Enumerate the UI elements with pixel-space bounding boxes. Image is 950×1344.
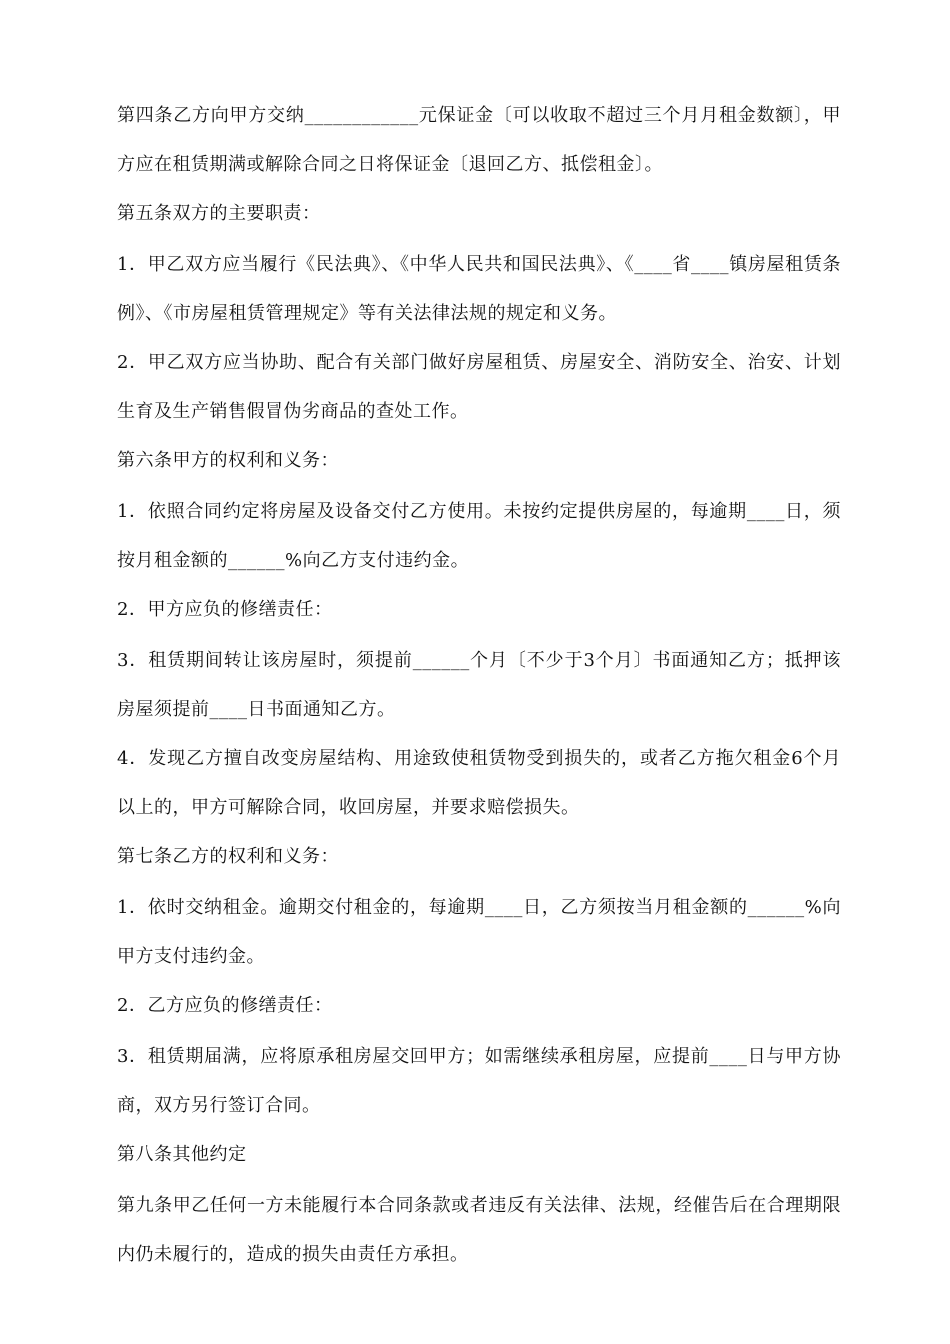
article-7-item-2: 2．乙方应负的修缮责任：	[117, 995, 333, 1016]
article-6-item-1: 1．依照合同约定将房屋及设备交付乙方使用。未按约定提供房屋的，每逾期____日，须按月租金额的______%向乙方支付违约金。	[117, 501, 841, 571]
article-6-item-2: 2．甲方应负的修缮责任：	[117, 599, 333, 620]
article-6-heading: 第六条甲方的权利和义务：	[117, 450, 339, 471]
article-5-heading: 第五条双方的主要职责：	[117, 203, 321, 224]
article-6-item-4: 4．发现乙方擅自改变房屋结构、用途致使租赁物受到损失的，或者乙方拖欠租金6个月以上的，甲方可解除合同，收回房屋，并要求赔偿损失。	[117, 748, 841, 818]
article-7-heading: 第七条乙方的权利和义务：	[117, 846, 339, 867]
article-4-paragraph: 第四条乙方向甲方交纳____________元保证金〔可以收取不超过三个月月租金数额〕，甲方应在租赁期满或解除合同之日将保证金〔退回乙方、抵偿租金〕。	[117, 105, 841, 175]
article-6-item-3: 3．租赁期间转让该房屋时，须提前______个月〔不少于3个月〕书面通知乙方；抵押该房屋须提前____日书面通知乙方。	[117, 650, 841, 720]
article-5-item-2: 2．甲乙双方应当协助、配合有关部门做好房屋租赁、房屋安全、消防安全、治安、计划生育及生产销售假冒伪劣商品的查处工作。	[117, 352, 841, 422]
article-7-item-3: 3．租赁期届满，应将原承租房屋交回甲方；如需继续承租房屋，应提前____日与甲方协商，双方另行签订合同。	[117, 1046, 841, 1116]
article-7-item-1: 1．依时交纳租金。逾期交付租金的，每逾期____日，乙方须按当月租金额的______%向甲方支付违约金。	[117, 897, 841, 967]
article-9-paragraph: 第九条甲乙任何一方未能履行本合同条款或者违反有关法律、法规，经催告后在合理期限内仍未履行的，造成的损失由责任方承担。	[117, 1195, 841, 1265]
article-8-heading: 第八条其他约定	[117, 1144, 247, 1165]
article-5-item-1: 1．甲乙双方应当履行《民法典》、《中华人民共和国民法典》、《____省____镇房屋租赁条例》、《市房屋租赁管理规定》等有关法律法规的规定和义务。	[117, 254, 841, 324]
